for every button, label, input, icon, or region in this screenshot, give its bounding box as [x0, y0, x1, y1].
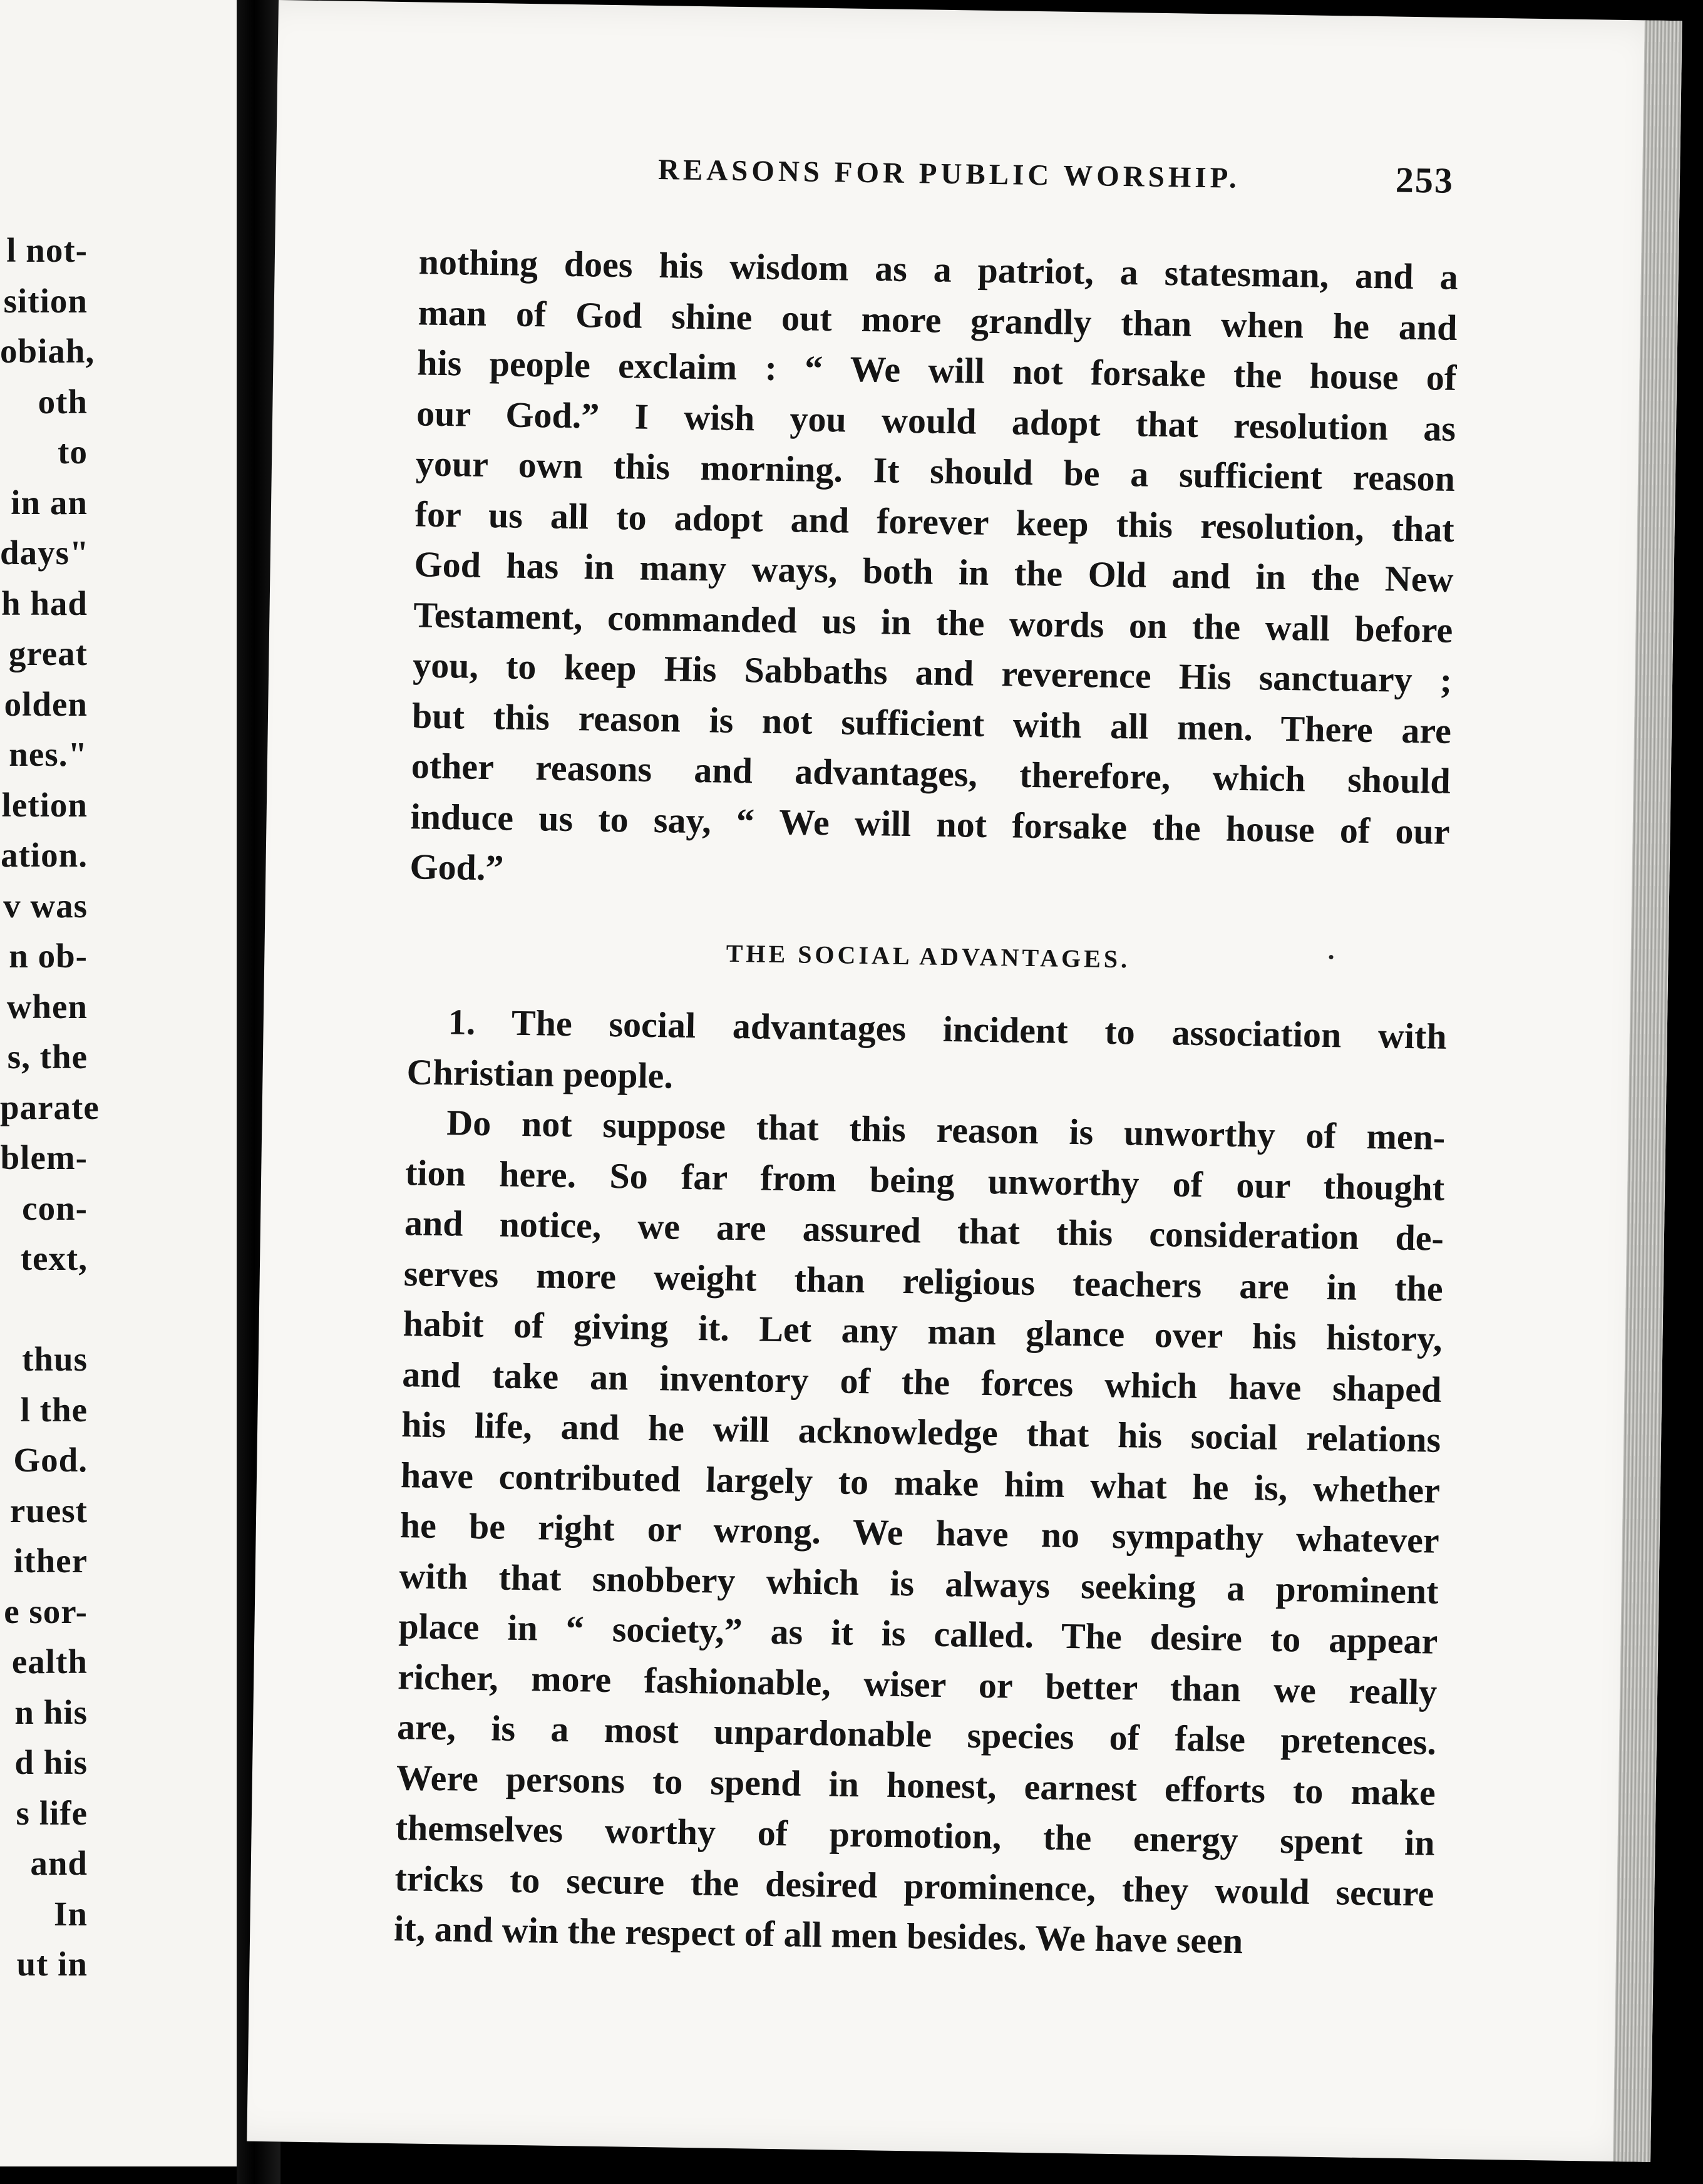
text-line: nothing does his wisdom as a patriot, a statesman, and a	[418, 241, 1459, 297]
text-line: Testament, commanded us in the words on the wall before	[413, 594, 1453, 651]
left-page-text	[0, 225, 100, 1990]
text-line: his life, and he will acknowledge that his social relations	[401, 1404, 1441, 1460]
text-line: Christian people.	[406, 1051, 674, 1096]
text-line: tricks to secure the desired prominence, they would secure	[394, 1857, 1434, 1914]
text-line: serves more weight than religious teachers are in the	[403, 1252, 1444, 1309]
text-line: are, is a most unpardonable species of false pretences.	[396, 1706, 1437, 1763]
left-page-line: s, the	[7, 1038, 88, 1076]
left-page-line: God.	[13, 1441, 88, 1479]
paragraph-2	[406, 996, 1447, 1113]
text-line: induce us to say, “ We will not forsake the house of our	[410, 795, 1450, 852]
text-line: have contributed largely to make him what he is, whether	[400, 1454, 1441, 1511]
left-page-line: ealth	[11, 1642, 88, 1681]
text-line: it, and win the respect of all men besides. We have seen	[393, 1908, 1243, 1962]
ink-speck	[1329, 955, 1333, 959]
left-page-line: letion	[1, 785, 88, 824]
text-line: God has in many ways, both in the Old and in the New	[414, 543, 1454, 600]
left-page-line: ither	[13, 1542, 88, 1580]
left-page-line: n ob-	[9, 937, 88, 975]
text-line: his people exclaim : “ We will not forsake the house of	[416, 342, 1457, 398]
left-page-line: ation.	[1, 836, 88, 874]
left-page-line: parate	[0, 1088, 100, 1126]
text-line: Do not suppose that this reason is unworthy of men-	[446, 1102, 1446, 1158]
left-page-line: s life	[16, 1793, 88, 1832]
text-line: God.”	[409, 846, 504, 889]
text-line: and take an inventory of the forces which have shaped	[401, 1353, 1442, 1410]
running-head	[277, 147, 1460, 201]
text-line: habit of giving it. Let any man glance over his history,	[403, 1303, 1443, 1359]
left-page-line: in an	[11, 483, 88, 522]
left-page-line: oth to	[38, 382, 88, 471]
text-line: place in “ society,” as it is called. The desire to appear	[398, 1605, 1438, 1662]
text-line: other reasons and advantages, therefore, which should	[411, 745, 1451, 801]
paragraph-1	[409, 237, 1458, 907]
left-page-line: obiah,	[0, 332, 95, 370]
section-heading: THE SOCIAL ADVANTAGES.	[726, 939, 1131, 973]
text-line: man of God shine out more grandly than when he and	[418, 291, 1458, 348]
text-line: you, to keep His Sabbaths and reverence His sanctuary ;	[412, 644, 1453, 701]
left-page-line: text,	[20, 1239, 88, 1277]
text-line: tion here. So far from being unworthy of our thought	[404, 1151, 1445, 1208]
left-page-line: ut in	[16, 1945, 88, 1983]
body-text	[394, 237, 1459, 1969]
left-page-line: n his	[14, 1692, 88, 1731]
left-page-line: olden	[4, 684, 88, 723]
left-page-line: and	[30, 1844, 88, 1882]
left-page-line: blem-	[0, 1138, 88, 1177]
left-page-line: thus	[22, 1340, 88, 1378]
left-page-line	[0, 1284, 88, 1335]
text-line: 1. The social advantages incident to association with	[448, 1001, 1448, 1057]
text-line: our God.” I wish you would adopt that resolution as	[416, 392, 1456, 449]
text-line: Were persons to spend in honest, earnest efforts to make	[396, 1756, 1436, 1813]
left-page-line: days"	[0, 533, 90, 572]
text-line: richer, more fashionable, wiser or better than we really	[397, 1656, 1438, 1713]
left-page-line: ruest	[9, 1491, 88, 1530]
running-title: REASONS FOR PUBLIC WORSHIP.	[657, 153, 1241, 195]
left-page-line: when	[6, 987, 88, 1026]
text-line: themselves worthy of promotion, the energy spent in	[395, 1807, 1436, 1863]
left-page-line: e sor-	[4, 1592, 88, 1630]
text-line: and notice, we are assured that this consideration de-	[404, 1202, 1444, 1259]
left-facing-page	[0, 0, 237, 2166]
left-page-line: d his	[14, 1743, 88, 1781]
text-line: for us all to adopt and forever keep this resolution, that	[414, 493, 1455, 550]
left-page-line: nes."	[9, 735, 88, 773]
page-number: 253	[1395, 159, 1454, 201]
text-line: your own this morning. It should be a sufficient reason	[415, 443, 1456, 499]
left-page-line: l not-	[6, 231, 88, 269]
paragraph-3	[394, 1097, 1446, 1969]
left-page-line: h had	[1, 584, 88, 622]
text-line: but this reason is not sufficient with all men. There are	[411, 694, 1452, 751]
left-page-line: v was	[3, 886, 88, 925]
left-page-line: l the	[20, 1390, 88, 1429]
text-line: with that snobbery which is always seeking a prominent	[399, 1555, 1439, 1612]
right-page	[247, 0, 1682, 2162]
text-line: he be right or wrong. We have no sympathy whatever	[399, 1505, 1440, 1561]
left-page-line: sition	[3, 281, 88, 320]
left-page-line: In	[54, 1894, 88, 1933]
left-page-line: con-	[22, 1188, 88, 1227]
page-edge	[1613, 20, 1682, 2162]
left-page-line: great	[8, 634, 88, 672]
